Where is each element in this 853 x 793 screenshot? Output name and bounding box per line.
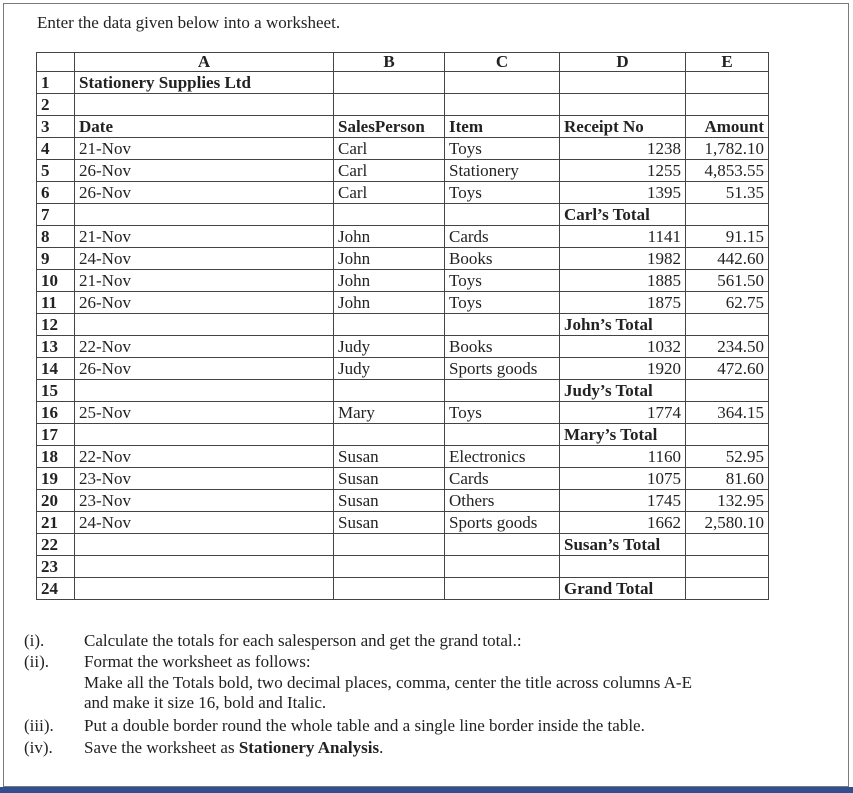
cell-item: Books	[445, 336, 560, 358]
row-number: 11	[37, 292, 75, 314]
cell-date: Stationery Supplies Ltd	[75, 72, 334, 94]
row-number: 8	[37, 226, 75, 248]
cell-receipt: Judy’s Total	[560, 380, 686, 402]
cell-amount: 4,853.55	[686, 160, 769, 182]
row-number: 15	[37, 380, 75, 402]
table-row	[37, 94, 769, 116]
row-number: 21	[37, 512, 75, 534]
cell-date	[75, 94, 334, 116]
cell-date: 23-Nov	[75, 468, 334, 490]
cell-item: Cards	[445, 468, 560, 490]
cell-amount	[686, 578, 769, 600]
table-row	[37, 160, 769, 182]
cell-item	[445, 380, 560, 402]
cell-receipt	[560, 72, 686, 94]
question-2-line2: Make all the Totals bold, two decimal places, comma, center the title across columns A-E	[84, 673, 692, 692]
cell-person: Carl	[334, 182, 445, 204]
cell-person: John	[334, 248, 445, 270]
cell-date: 26-Nov	[75, 358, 334, 380]
cell-receipt: 1255	[560, 160, 686, 182]
row-number: 19	[37, 468, 75, 490]
cell-person	[334, 534, 445, 556]
cell-amount	[686, 204, 769, 226]
question-1-label: (i).	[24, 631, 45, 650]
cell-item: Item	[445, 116, 560, 138]
cell-receipt: 1395	[560, 182, 686, 204]
corner-cell	[37, 53, 75, 72]
cell-receipt: Grand Total	[560, 578, 686, 600]
cell-item: Toys	[445, 138, 560, 160]
cell-receipt: 1875	[560, 292, 686, 314]
table-row	[37, 182, 769, 204]
table-row	[37, 512, 769, 534]
cell-person: SalesPerson	[334, 116, 445, 138]
cell-person: Susan	[334, 490, 445, 512]
row-number: 12	[37, 314, 75, 336]
cell-date	[75, 556, 334, 578]
cell-amount: 62.75	[686, 292, 769, 314]
cell-amount: 132.95	[686, 490, 769, 512]
table-row	[37, 116, 769, 138]
question-3	[24, 716, 824, 736]
question-4-text-post: .	[379, 738, 384, 757]
question-2	[24, 652, 824, 714]
cell-date: 21-Nov	[75, 270, 334, 292]
cell-person	[334, 94, 445, 116]
table-row	[37, 204, 769, 226]
cell-date	[75, 380, 334, 402]
cell-amount: 1,782.10	[686, 138, 769, 160]
cell-item: Cards	[445, 226, 560, 248]
table-row	[37, 446, 769, 468]
cell-date	[75, 204, 334, 226]
cell-receipt: 1885	[560, 270, 686, 292]
cell-amount	[686, 424, 769, 446]
cell-date: Date	[75, 116, 334, 138]
row-number: 1	[37, 72, 75, 94]
column-header-d: D	[560, 53, 686, 72]
cell-person: Judy	[334, 336, 445, 358]
cell-receipt: John’s Total	[560, 314, 686, 336]
table-row	[37, 336, 769, 358]
cell-item	[445, 578, 560, 600]
table-row	[37, 138, 769, 160]
row-number: 6	[37, 182, 75, 204]
cell-item: Others	[445, 490, 560, 512]
column-header-c: C	[445, 53, 560, 72]
cell-date: 24-Nov	[75, 512, 334, 534]
table-row	[37, 248, 769, 270]
row-number: 22	[37, 534, 75, 556]
cell-item: Sports goods	[445, 512, 560, 534]
column-header-e: E	[686, 53, 769, 72]
cell-receipt: 1238	[560, 138, 686, 160]
row-number: 18	[37, 446, 75, 468]
cell-date: 21-Nov	[75, 226, 334, 248]
question-2-text: Format the worksheet as follows:	[84, 652, 311, 671]
row-number: 3	[37, 116, 75, 138]
cell-amount: 2,580.10	[686, 512, 769, 534]
cell-date	[75, 578, 334, 600]
cell-person	[334, 204, 445, 226]
cell-date: 26-Nov	[75, 160, 334, 182]
cell-item: Stationery	[445, 160, 560, 182]
cell-item	[445, 204, 560, 226]
question-1	[24, 631, 824, 651]
cell-receipt: 1075	[560, 468, 686, 490]
cell-item: Books	[445, 248, 560, 270]
cell-date	[75, 424, 334, 446]
row-number: 23	[37, 556, 75, 578]
cell-amount: 51.35	[686, 182, 769, 204]
cell-receipt: Receipt No	[560, 116, 686, 138]
cell-date: 25-Nov	[75, 402, 334, 424]
cell-amount: Amount	[686, 116, 769, 138]
cell-receipt: 1160	[560, 446, 686, 468]
cell-receipt: Susan’s Total	[560, 534, 686, 556]
cell-receipt: 1141	[560, 226, 686, 248]
row-number: 4	[37, 138, 75, 160]
cell-item: Sports goods	[445, 358, 560, 380]
cell-person	[334, 424, 445, 446]
row-number: 20	[37, 490, 75, 512]
table-row	[37, 556, 769, 578]
table-row	[37, 402, 769, 424]
table-row	[37, 72, 769, 94]
question-4-text	[84, 738, 383, 758]
cell-item: Toys	[445, 270, 560, 292]
worksheet-table	[36, 52, 769, 600]
table-row	[37, 270, 769, 292]
cell-person	[334, 578, 445, 600]
row-number: 13	[37, 336, 75, 358]
cell-person: Susan	[334, 512, 445, 534]
cell-amount	[686, 72, 769, 94]
cell-amount: 81.60	[686, 468, 769, 490]
table-row	[37, 424, 769, 446]
column-header-b: B	[334, 53, 445, 72]
cell-item	[445, 72, 560, 94]
cell-amount: 234.50	[686, 336, 769, 358]
cell-person	[334, 314, 445, 336]
cell-receipt: 1745	[560, 490, 686, 512]
cell-person: Susan	[334, 446, 445, 468]
question-4	[24, 738, 824, 758]
cell-receipt: 1662	[560, 512, 686, 534]
question-4-filename: Stationery Analysis	[238, 738, 380, 757]
cell-person	[334, 556, 445, 578]
row-number: 24	[37, 578, 75, 600]
column-header-row	[37, 53, 769, 72]
cell-item: Toys	[445, 292, 560, 314]
cell-amount: 442.60	[686, 248, 769, 270]
question-3-text: Put a double border round the whole table and a single line border inside the table.	[84, 716, 645, 735]
cell-receipt: 1920	[560, 358, 686, 380]
cell-date: 26-Nov	[75, 292, 334, 314]
cell-amount: 561.50	[686, 270, 769, 292]
row-number: 17	[37, 424, 75, 446]
cell-date	[75, 314, 334, 336]
cell-amount: 52.95	[686, 446, 769, 468]
question-4-text-pre: Save the worksheet as	[84, 738, 239, 757]
column-header-a: A	[75, 53, 334, 72]
cell-item	[445, 94, 560, 116]
question-2-label: (ii).	[24, 652, 50, 671]
cell-amount: 364.15	[686, 402, 769, 424]
cell-date	[75, 534, 334, 556]
cell-item	[445, 424, 560, 446]
table-row	[37, 314, 769, 336]
cell-amount	[686, 534, 769, 556]
cell-person: Judy	[334, 358, 445, 380]
cell-receipt: 1774	[560, 402, 686, 424]
cell-date: 23-Nov	[75, 490, 334, 512]
cell-receipt	[560, 94, 686, 116]
cell-person: Mary	[334, 402, 445, 424]
cell-date: 24-Nov	[75, 248, 334, 270]
question-2-line3: and make it size 16, bold and Italic.	[84, 693, 327, 712]
cell-person: John	[334, 270, 445, 292]
cell-receipt: Carl’s Total	[560, 204, 686, 226]
cell-person	[334, 72, 445, 94]
cell-amount	[686, 314, 769, 336]
row-number: 16	[37, 402, 75, 424]
intro-text: Enter the data given below into a worksheet.	[37, 13, 341, 32]
cell-item	[445, 534, 560, 556]
row-number: 7	[37, 204, 75, 226]
cell-amount: 91.15	[686, 226, 769, 248]
cell-person: Susan	[334, 468, 445, 490]
row-number: 10	[37, 270, 75, 292]
cell-person: Carl	[334, 160, 445, 182]
cell-item: Electronics	[445, 446, 560, 468]
cell-date: 21-Nov	[75, 138, 334, 160]
cell-amount: 472.60	[686, 358, 769, 380]
cell-amount	[686, 94, 769, 116]
table-row	[37, 292, 769, 314]
cell-date: 22-Nov	[75, 336, 334, 358]
table-row	[37, 534, 769, 556]
cell-receipt: Mary’s Total	[560, 424, 686, 446]
table-row	[37, 226, 769, 248]
cell-item	[445, 314, 560, 336]
bottom-bar	[0, 787, 853, 793]
cell-person: John	[334, 226, 445, 248]
cell-person	[334, 380, 445, 402]
cell-date: 26-Nov	[75, 182, 334, 204]
row-number: 2	[37, 94, 75, 116]
cell-amount	[686, 556, 769, 578]
cell-receipt: 1032	[560, 336, 686, 358]
cell-person: John	[334, 292, 445, 314]
question-4-label: (iv).	[24, 738, 53, 757]
question-3-label: (iii).	[24, 716, 54, 735]
question-1-text: Calculate the totals for each salesperson and get the grand total.:	[84, 631, 522, 650]
cell-person: Carl	[334, 138, 445, 160]
table-row	[37, 468, 769, 490]
table-row	[37, 380, 769, 402]
cell-item	[445, 556, 560, 578]
cell-receipt	[560, 556, 686, 578]
cell-item: Toys	[445, 182, 560, 204]
row-number: 9	[37, 248, 75, 270]
table-row	[37, 358, 769, 380]
cell-receipt: 1982	[560, 248, 686, 270]
cell-amount	[686, 380, 769, 402]
row-number: 14	[37, 358, 75, 380]
row-number: 5	[37, 160, 75, 182]
cell-item: Toys	[445, 402, 560, 424]
table-row	[37, 490, 769, 512]
table-row	[37, 578, 769, 600]
cell-date: 22-Nov	[75, 446, 334, 468]
